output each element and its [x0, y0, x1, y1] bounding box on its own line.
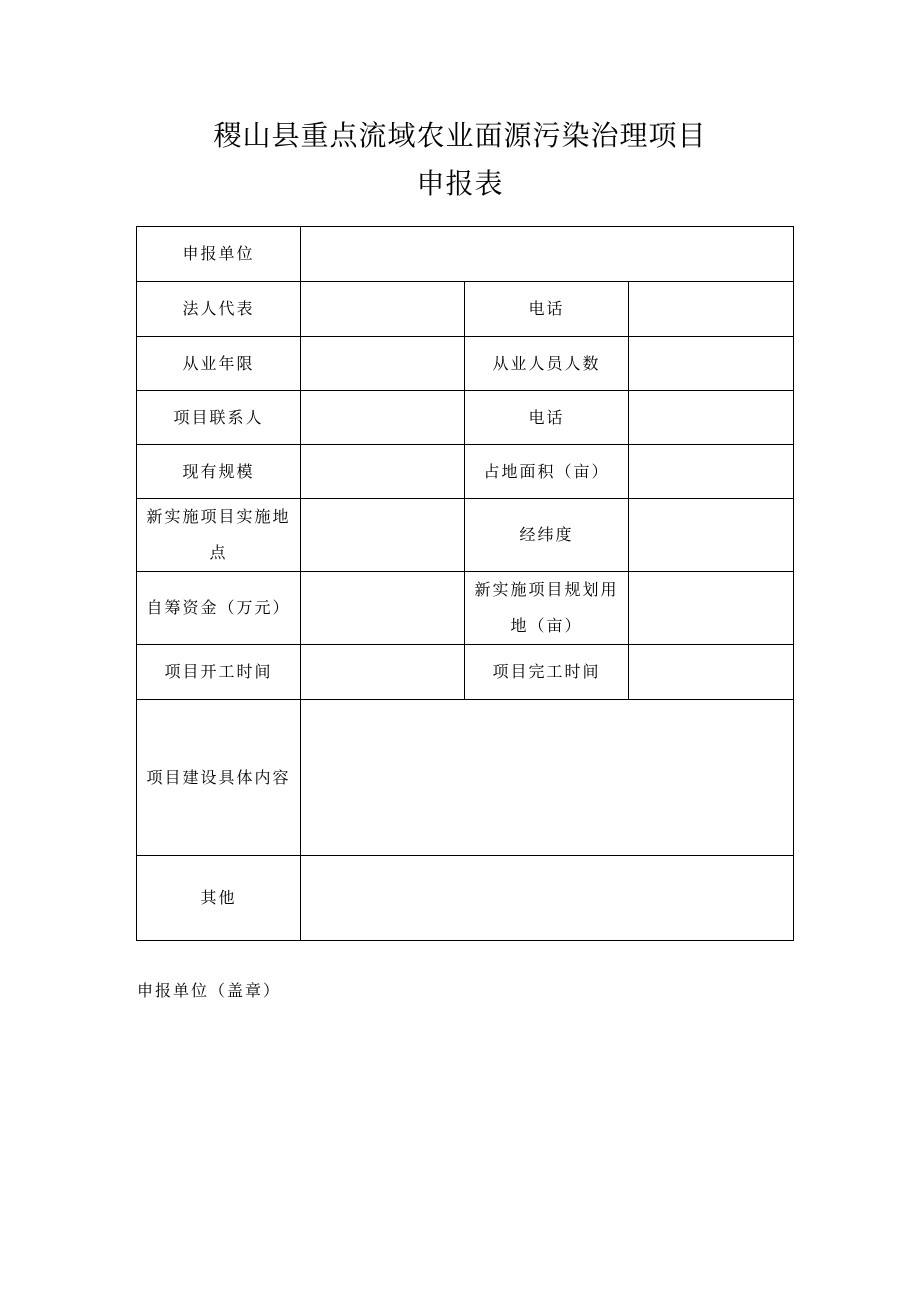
legal-rep-field[interactable] — [301, 282, 465, 337]
page-title: 稷山县重点流域农业面源污染治理项目 — [213, 119, 707, 152]
row-legal-rep — [137, 282, 794, 337]
phone-field[interactable] — [629, 282, 794, 337]
applicant-stamp-label: 申报单位（盖章） — [137, 981, 282, 1000]
phone-label: 电话 — [465, 282, 629, 337]
row-schedule — [137, 645, 794, 700]
construction-content-field[interactable] — [301, 700, 794, 856]
employee-count-label: 从业人员人数 — [465, 337, 629, 391]
years-in-business-label: 从业年限 — [137, 337, 301, 391]
completion-time-field[interactable] — [629, 645, 794, 700]
legal-rep-label: 法人代表 — [137, 282, 301, 337]
new-location-field[interactable] — [301, 499, 465, 572]
project-contact-label: 项目联系人 — [137, 391, 301, 445]
page-subtitle: 申报表 — [416, 167, 504, 200]
self-funding-label: 自筹资金（万元） — [137, 572, 301, 645]
other-field[interactable] — [301, 856, 794, 941]
land-area-field[interactable] — [629, 445, 794, 499]
other-label: 其他 — [137, 856, 301, 941]
row-project-contact — [137, 391, 794, 445]
construction-content-label: 项目建设具体内容 — [137, 700, 301, 856]
completion-time-label: 项目完工时间 — [465, 645, 629, 700]
contact-phone-field[interactable] — [629, 391, 794, 445]
employee-count-field[interactable] — [629, 337, 794, 391]
row-location-coordinates — [137, 499, 794, 572]
row-scale-area — [137, 445, 794, 499]
start-time-label: 项目开工时间 — [137, 645, 301, 700]
applicant-unit-label: 申报单位 — [137, 227, 301, 282]
planned-land-field[interactable] — [629, 572, 794, 645]
current-scale-field[interactable] — [301, 445, 465, 499]
current-scale-label: 现有规模 — [137, 445, 301, 499]
row-funding-land — [137, 572, 794, 645]
row-construction-content — [137, 700, 794, 856]
start-time-field[interactable] — [301, 645, 465, 700]
coordinates-label: 经纬度 — [465, 499, 629, 572]
years-in-business-field[interactable] — [301, 337, 465, 391]
row-other — [137, 856, 794, 941]
planned-land-label: 新实施项目规划用地（亩） — [465, 572, 629, 645]
project-contact-field[interactable] — [301, 391, 465, 445]
coordinates-field[interactable] — [629, 499, 794, 572]
row-years-employees — [137, 337, 794, 391]
land-area-label: 占地面积（亩） — [465, 445, 629, 499]
application-form-table — [136, 226, 794, 941]
row-applicant-unit — [137, 227, 794, 282]
self-funding-field[interactable] — [301, 572, 465, 645]
applicant-unit-field[interactable] — [301, 227, 794, 282]
contact-phone-label: 电话 — [465, 391, 629, 445]
new-location-label: 新实施项目实施地点 — [137, 499, 301, 572]
